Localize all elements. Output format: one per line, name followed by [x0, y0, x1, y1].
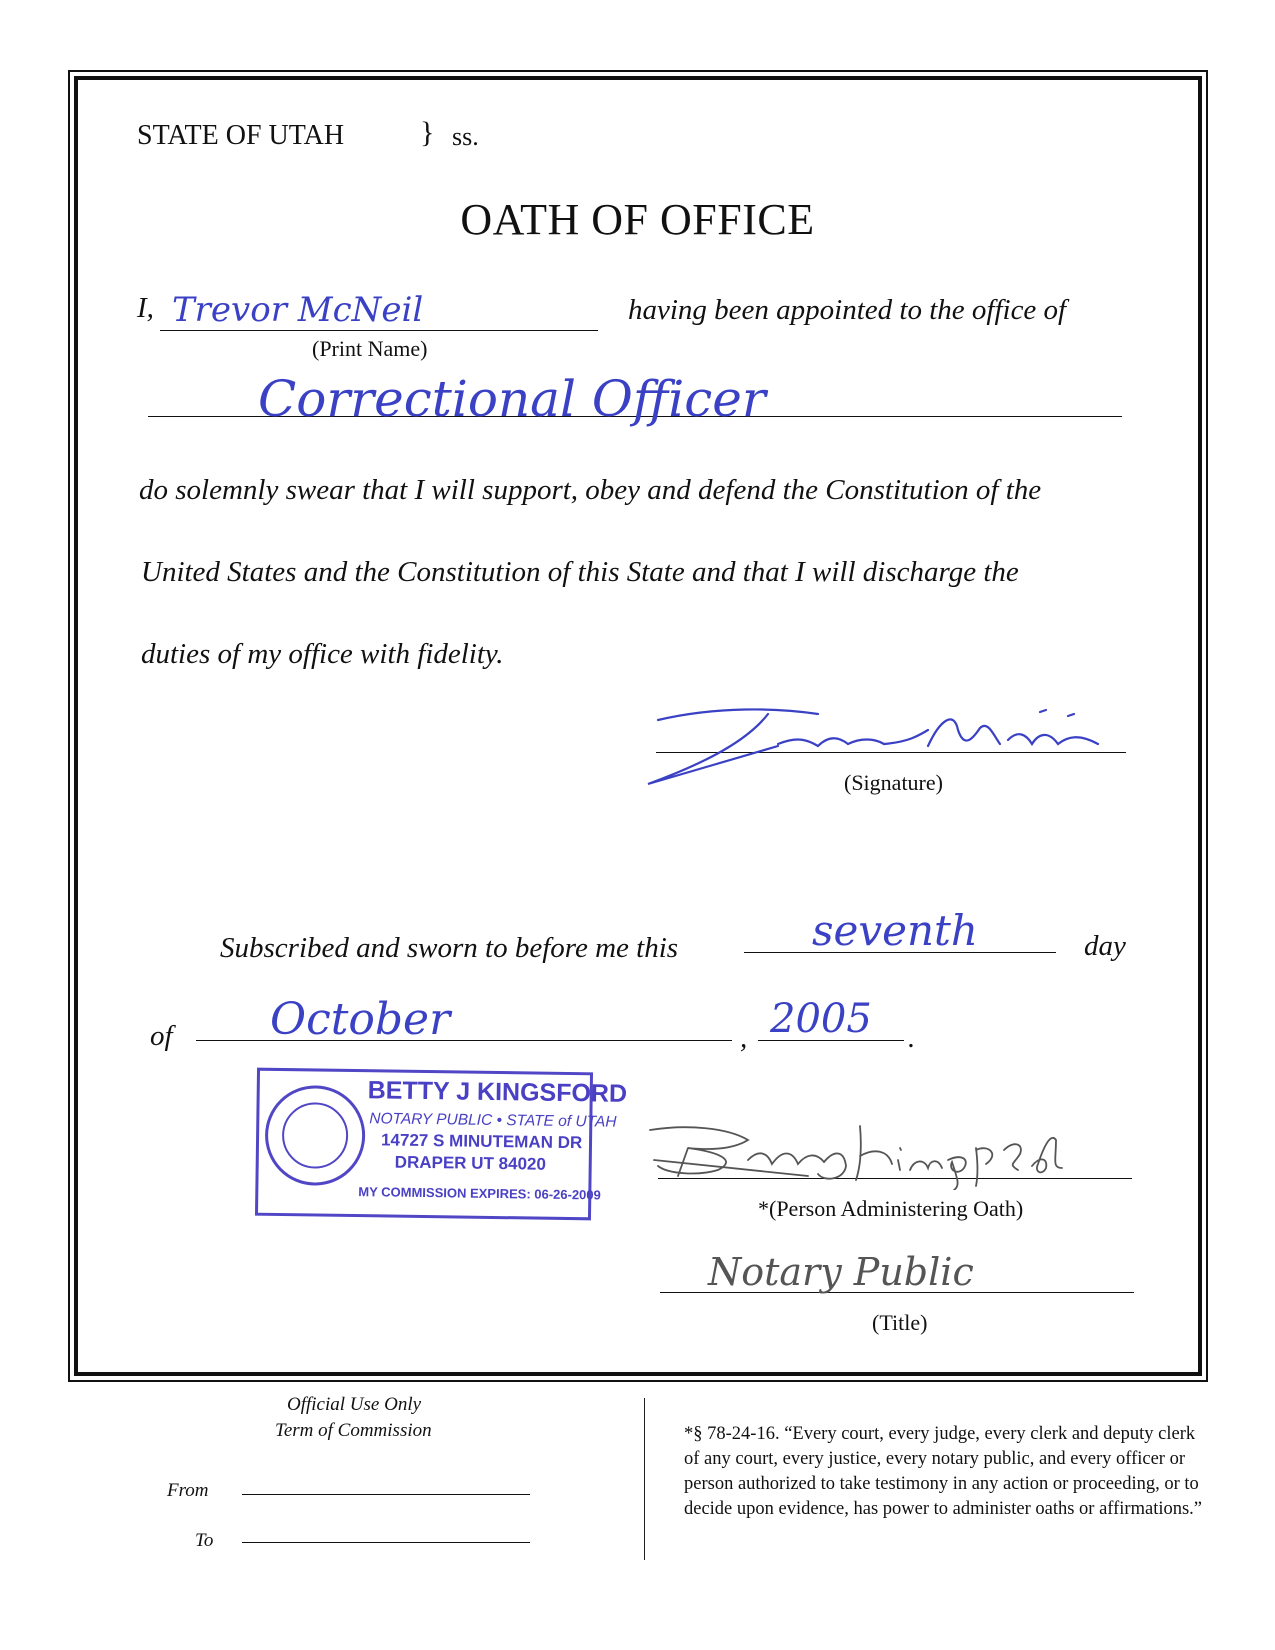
from-label: From: [167, 1480, 209, 1501]
oath-paragraph-line1: do solemnly swear that I will support, obey and defend the Constitution of the: [139, 474, 1042, 506]
stamp-expires: MY COMMISSION EXPIRES: 06-26-2009: [358, 1184, 601, 1203]
oath-paragraph-line2: United States and the Constitution of this State and that I will discharge the: [141, 556, 1019, 588]
footer-divider: [644, 1398, 645, 1560]
comma-mark: ,: [740, 1022, 748, 1054]
administering-label: *(Person Administering Oath): [758, 1196, 1024, 1221]
handwritten-name: Trevor McNeil: [172, 290, 424, 330]
stamp-name: BETTY J KINGSFORD: [367, 1076, 628, 1108]
i-prefix: I,: [137, 292, 154, 324]
state-heading: STATE OF UTAH: [137, 120, 345, 151]
name-line: [160, 330, 598, 331]
to-label: To: [195, 1530, 214, 1551]
signature-label: (Signature): [844, 770, 943, 795]
term-of-commission-heading: Term of Commission: [275, 1420, 432, 1441]
stamp-line3: DRAPER UT 84020: [394, 1152, 547, 1174]
of-text: of: [150, 1020, 173, 1052]
handwritten-month: October: [270, 994, 451, 1045]
handwritten-title: Notary Public: [708, 1250, 974, 1294]
document-title: OATH OF OFFICE: [460, 195, 815, 244]
notary-stamp: [255, 1068, 628, 1221]
ss-mark: ss.: [452, 122, 479, 151]
handwritten-day: seventh: [812, 906, 978, 955]
handwritten-year: 2005: [770, 996, 872, 1042]
period-mark: .: [908, 1022, 916, 1054]
official-use-heading: Official Use Only: [287, 1394, 422, 1415]
oath-paragraph-line3: duties of my office with fidelity.: [141, 638, 504, 670]
state-seal: [264, 1085, 365, 1186]
from-line: [242, 1494, 530, 1495]
administering-signature: [648, 1120, 1078, 1190]
stamp-line1: NOTARY PUBLIC • STATE of UTAH: [369, 1110, 617, 1131]
statute-footnote: *§ 78-24-16. “Every court, every judge, every clerk and deputy clerk of any court, every justice, every notary public, and every officer or person authorized to take testimony in any action or proceeding, or to decide upon evidence, has power to administer oaths or affirmations.”: [684, 1424, 1203, 1519]
brace-mark: }: [420, 116, 435, 149]
appointed-text: having been appointed to the office of: [628, 294, 1067, 326]
stamp-line2: 14727 S MINUTEMAN DR: [380, 1130, 583, 1153]
handwritten-office: Correctional Officer: [258, 370, 766, 428]
seal-inner-ring: [282, 1102, 349, 1169]
to-line: [242, 1542, 530, 1543]
day-text: day: [1084, 930, 1126, 962]
title-label: (Title): [872, 1310, 928, 1335]
print-name-label: (Print Name): [312, 336, 428, 361]
subscribed-text: Subscribed and sworn to before me this: [220, 932, 679, 964]
